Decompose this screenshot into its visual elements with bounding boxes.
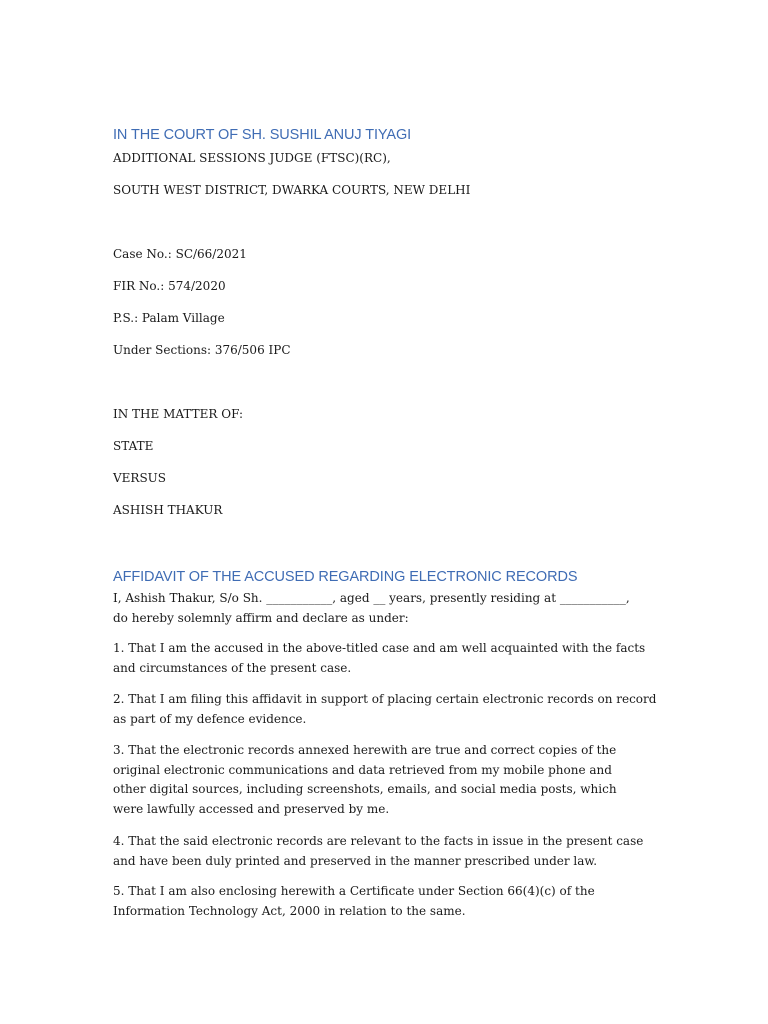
affidavit-point-5: 5. That I am also enclosing herewith a Certificate under Section 66(4)(c) of the Information Technology Act, 2000 in relation to the same. — [113, 884, 595, 918]
affidavit-point-2: 2. That I am filing this affidavit in support of placing certain electronic records on record as part of my defence evidence. — [113, 692, 657, 726]
party-state: STATE — [113, 439, 154, 453]
affidavit-title: AFFIDAVIT OF THE ACCUSED REGARDING ELECTRONIC RECORDS — [113, 569, 578, 585]
fir-number: FIR No.: 574/2020 — [113, 279, 226, 293]
affidavit-point-3: 3. That the electronic records annexed herewith are true and correct copies of the original electronic communications and data retrieved from my mobile phone and other digital sources, including screenshots, emails, and social media posts, which were lawfully accessed and preserved by me. — [113, 743, 617, 816]
court-title: IN THE COURT OF SH. SUSHIL ANUJ TIYAGI — [113, 127, 412, 143]
court-designation: ADDITIONAL SESSIONS JUDGE (FTSC)(RC), — [113, 151, 391, 165]
case-number: Case No.: SC/66/2021 — [113, 247, 247, 261]
police-station: P.S.: Palam Village — [113, 311, 225, 325]
affidavit-point-1: 1. That I am the accused in the above-titled case and am well acquainted with the facts and circumstances of the present case. — [113, 641, 646, 675]
court-location: SOUTH WEST DISTRICT, DWARKA COURTS, NEW DELHI — [113, 183, 471, 197]
versus-label: VERSUS — [113, 471, 167, 485]
under-sections: Under Sections: 376/506 IPC — [113, 343, 291, 357]
affidavit-intro: I, Ashish Thakur, S/o Sh. ___________, aged __ years, presently residing at ___________, do hereby solemnly affirm and declare as under: — [113, 591, 630, 625]
affidavit-point-4: 4. That the said electronic records are relevant to the facts in issue in the present case and have been duly printed and preserved in the manner prescribed under law. — [113, 834, 644, 868]
matter-heading: IN THE MATTER OF: — [113, 407, 244, 421]
party-accused: ASHISH THAKUR — [113, 503, 223, 517]
